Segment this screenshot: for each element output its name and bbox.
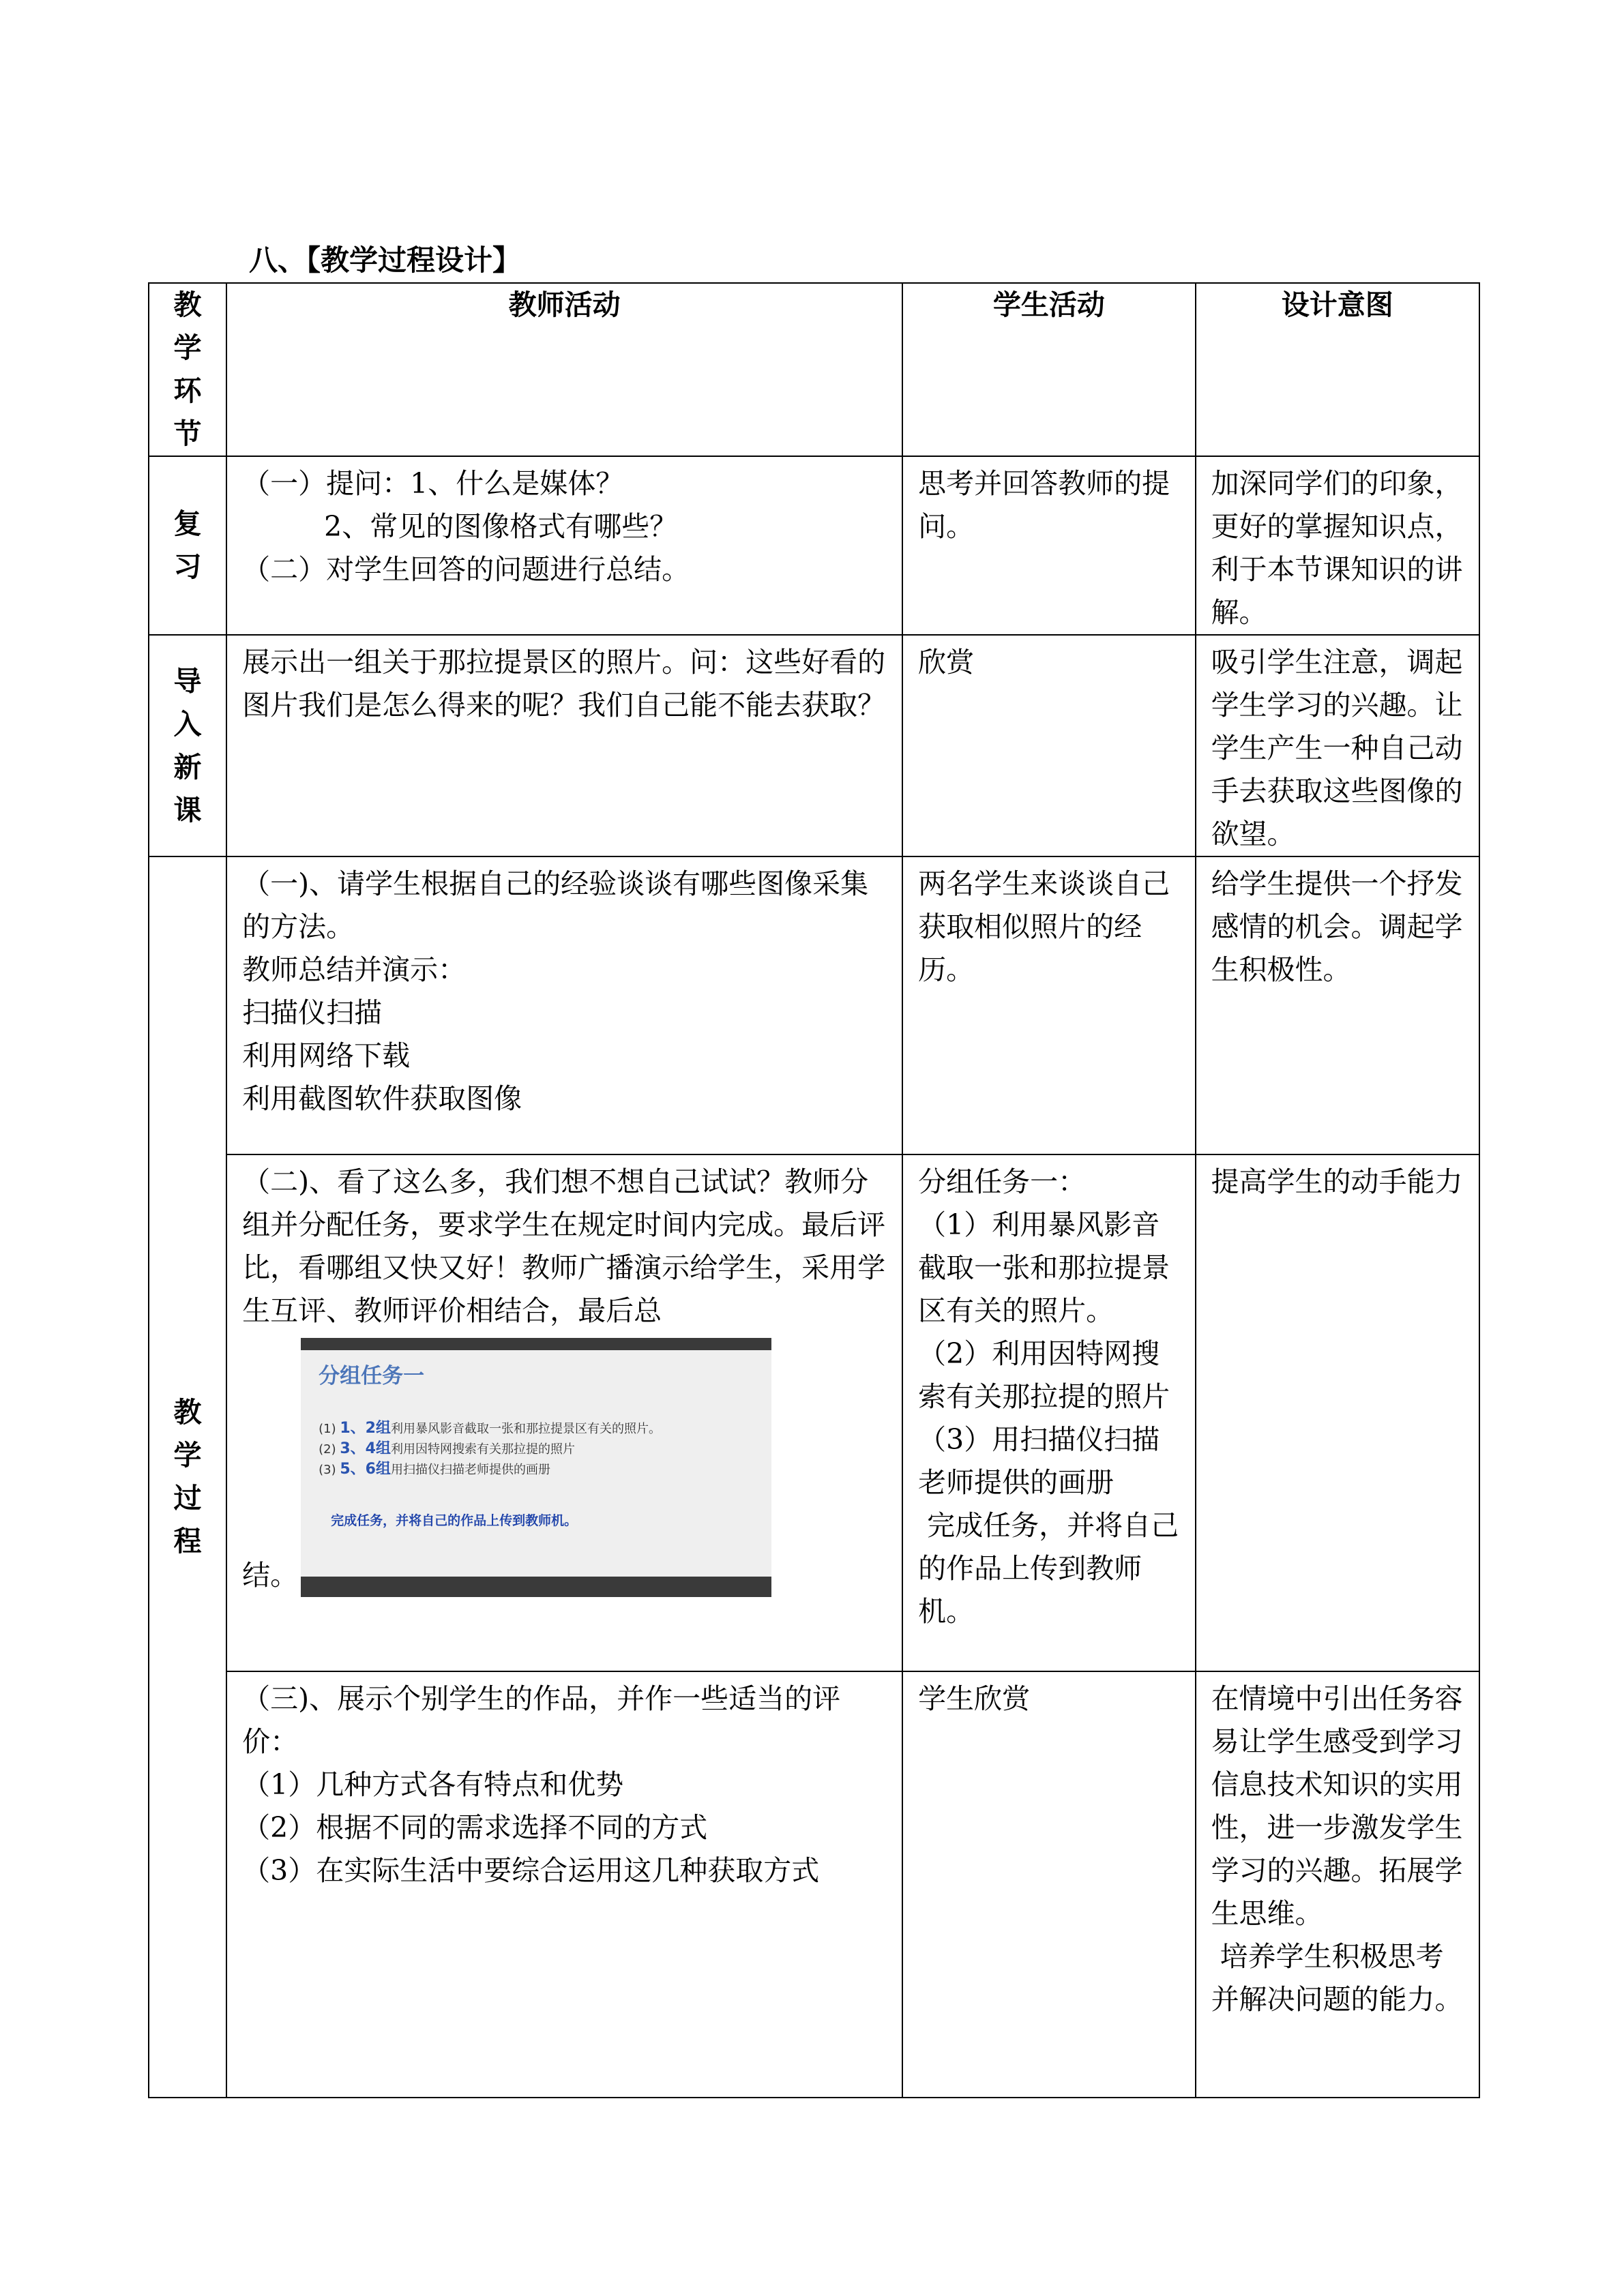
intent-line: 培养学生积极思考并解决问题的能力。 bbox=[1211, 1940, 1463, 2016]
student-line: （3）用扫描仪扫描老师提供的画册 bbox=[918, 1423, 1160, 1499]
header-stage bbox=[149, 283, 226, 456]
teacher-line: 利用截图软件获取图像 bbox=[242, 1082, 522, 1115]
slide-item-text: 利用因特网搜索有关那拉提的照片 bbox=[390, 1442, 575, 1457]
slide-item-group: 1、2组 bbox=[340, 1420, 391, 1437]
table-header-row bbox=[149, 283, 1479, 456]
student-line: （1）利用暴风影音截取一张和那拉提景区有关的照片。 bbox=[918, 1208, 1170, 1327]
teacher-line: （二）对学生回答的问题进行总结。 bbox=[242, 553, 690, 586]
stage-char: 过 bbox=[173, 1482, 202, 1515]
teacher-line: （3）在实际生活中要综合运用这几种获取方式 bbox=[242, 1854, 820, 1887]
teacher-line: （1）几种方式各有特点和优势 bbox=[242, 1768, 624, 1801]
table-row-review bbox=[149, 456, 1479, 635]
table-row-intro bbox=[149, 635, 1479, 856]
teacher-text: 展示出一组关于那拉提景区的照片。问：这些好看的图片我们是怎么得来的呢？我们自己能不能去获取？ bbox=[242, 646, 886, 721]
slide-item-text: 用扫描仪扫描老师提供的画册 bbox=[390, 1463, 550, 1477]
stage-char: 学 bbox=[173, 1439, 202, 1472]
student-text: 学生欣赏 bbox=[918, 1682, 1031, 1715]
stage-review bbox=[149, 456, 226, 635]
student-cell-process-3 bbox=[902, 1671, 1195, 2098]
slide-item-prefix: (3) bbox=[319, 1463, 340, 1477]
header-intent: 设计意图 bbox=[1196, 283, 1479, 456]
table-row-process-2 bbox=[149, 1154, 1479, 1671]
teacher-line: 利用网络下载 bbox=[242, 1039, 411, 1072]
slide-top-bar bbox=[301, 1338, 771, 1350]
section-title: 八、【教学过程设计】 bbox=[249, 243, 522, 277]
teacher-cell-process-1 bbox=[226, 856, 902, 1154]
teacher-text-tail: 结。 bbox=[242, 1559, 299, 1592]
header-teacher: 教师活动 bbox=[226, 283, 902, 456]
header-stage-char: 学 bbox=[173, 331, 202, 364]
student-line: 分组任务一： bbox=[918, 1165, 1087, 1198]
lesson-process-table bbox=[148, 282, 1480, 2098]
stage-char: 习 bbox=[173, 550, 202, 583]
intent-cell-process-1 bbox=[1196, 856, 1479, 1154]
slide-item-group: 3、4组 bbox=[340, 1440, 391, 1457]
stage-char: 导 bbox=[173, 664, 202, 698]
slide-item bbox=[319, 1420, 661, 1438]
header-stage-char: 环 bbox=[173, 374, 202, 407]
stage-char: 复 bbox=[173, 507, 202, 540]
student-line: （2）利用因特网搜索有关那拉提的照片 bbox=[918, 1337, 1170, 1413]
teacher-line: 扫描仪扫描 bbox=[242, 996, 383, 1029]
student-cell-intro bbox=[902, 635, 1195, 856]
student-line: 完成任务，并将自己的作品上传到教师机。 bbox=[918, 1509, 1179, 1628]
stage-intro bbox=[149, 635, 226, 856]
teacher-cell-process-2 bbox=[226, 1154, 902, 1671]
student-text: 两名学生来谈谈自己获取相似照片的经历。 bbox=[918, 867, 1170, 986]
stage-char: 新 bbox=[173, 750, 202, 784]
teacher-text: （二)、看了这么多，我们想不想自己试试？教师分组并分配任务，要求学生在规定时间内完成。最后评比，看哪组又快又好！教师广播演示给学生，采用学生互评、教师评价相结合，最后总 bbox=[242, 1165, 886, 1327]
slide-item bbox=[319, 1440, 575, 1459]
teacher-line: （一)、请学生根据自己的经验谈谈有哪些图像采集的方法。 bbox=[242, 867, 869, 943]
stage-char: 课 bbox=[173, 793, 202, 826]
teacher-cell-intro bbox=[226, 635, 902, 856]
slide-item-group: 5、6组 bbox=[340, 1461, 391, 1478]
intent-text: 吸引学生注意，调起学生学习的兴趣。让学生产生一种自己动手去获取这些图像的欲望。 bbox=[1211, 646, 1463, 850]
slide-bottom-bar bbox=[301, 1577, 771, 1597]
slide-item bbox=[319, 1461, 550, 1479]
student-cell-process-1 bbox=[902, 856, 1195, 1154]
student-cell-process-2 bbox=[902, 1154, 1195, 1671]
intent-cell-process-3 bbox=[1196, 1671, 1479, 2098]
task-slide-image bbox=[301, 1338, 771, 1597]
student-text: 欣赏 bbox=[918, 646, 975, 679]
teacher-line: （2）根据不同的需求选择不同的方式 bbox=[242, 1811, 708, 1844]
slide-item-text: 利用暴风影音截取一张和那拉提景区有关的照片。 bbox=[390, 1422, 661, 1436]
slide-title: 分组任务一 bbox=[319, 1364, 425, 1388]
table-row-process-1 bbox=[149, 856, 1479, 1154]
intent-cell-review bbox=[1196, 456, 1479, 635]
student-text: 思考并回答教师的提问。 bbox=[918, 467, 1170, 543]
intent-text: 给学生提供一个抒发感情的机会。调起学生积极性。 bbox=[1211, 867, 1463, 986]
intent-cell-process-2 bbox=[1196, 1154, 1479, 1671]
stage-char: 入 bbox=[173, 707, 202, 741]
header-stage-char: 节 bbox=[173, 417, 202, 450]
intent-text: 提高学生的动手能力 bbox=[1211, 1165, 1463, 1198]
slide-item-prefix: (2) bbox=[319, 1442, 340, 1457]
intent-line: 在情境中引出任务容易让学生感受到学习信息技术知识的实用性，进一步激发学生学习的兴趣。拓展学生思维。 bbox=[1211, 1682, 1463, 1930]
teacher-line: 2、常见的图像格式有哪些？ bbox=[324, 510, 678, 543]
header-student: 学生活动 bbox=[902, 283, 1195, 456]
student-cell-review bbox=[902, 456, 1195, 635]
intent-cell-intro bbox=[1196, 635, 1479, 856]
teacher-line: （一）提问：1、什么是媒体？ bbox=[242, 467, 624, 500]
slide-footer: 完成任务，并将自己的作品上传到教师机。 bbox=[331, 1513, 578, 1528]
slide-item-prefix: (1) bbox=[319, 1422, 340, 1436]
header-stage-char: 教 bbox=[173, 288, 202, 321]
teacher-cell-review bbox=[226, 456, 902, 635]
teacher-line: （三)、展示个别学生的作品，并作一些适当的评价： bbox=[242, 1682, 841, 1758]
stage-char: 程 bbox=[173, 1525, 202, 1557]
teacher-line: 教师总结并演示： bbox=[242, 953, 467, 986]
stage-process bbox=[149, 856, 226, 2098]
stage-char: 教 bbox=[173, 1396, 202, 1429]
intent-text: 加深同学们的印象，更好的掌握知识点，利于本节课知识的讲解。 bbox=[1211, 467, 1463, 629]
teacher-cell-process-3 bbox=[226, 1671, 902, 2098]
table-row-process-3 bbox=[149, 1671, 1479, 2098]
